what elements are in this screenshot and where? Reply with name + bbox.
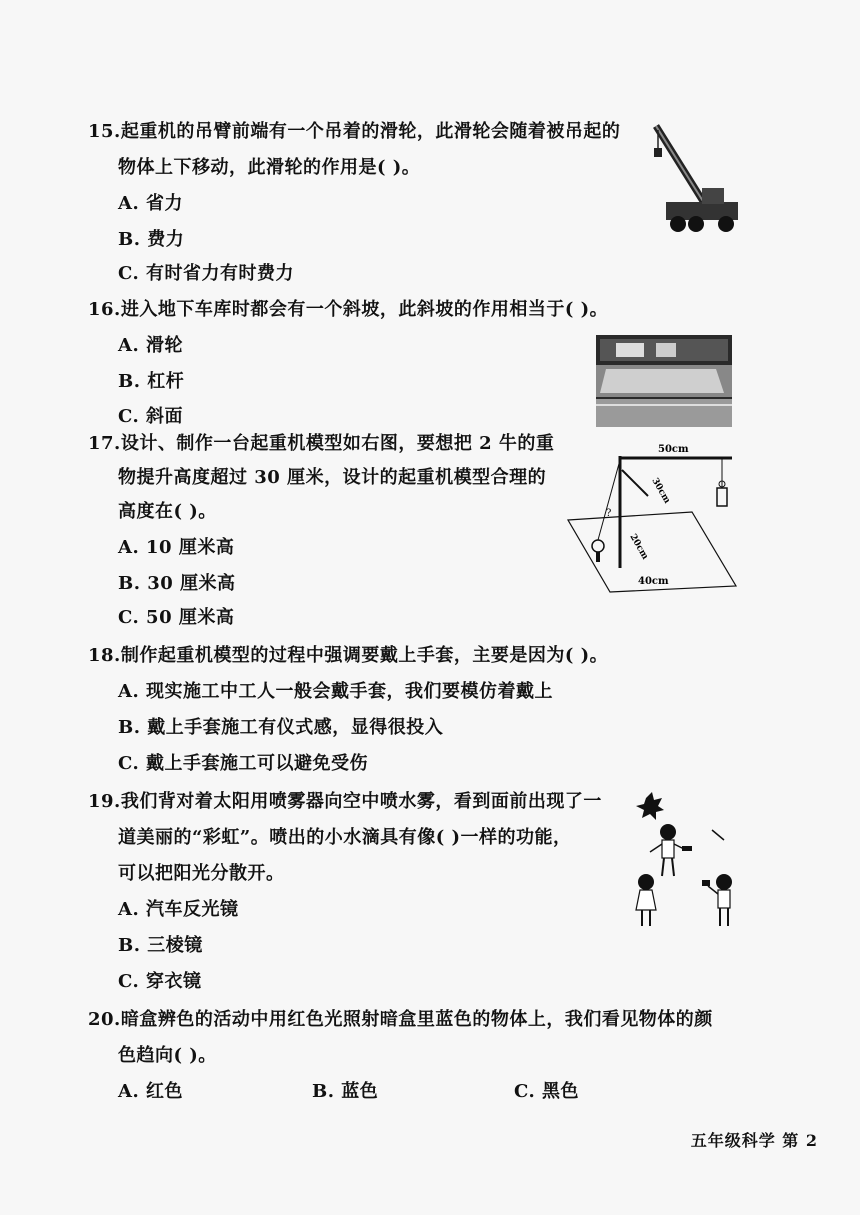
q16-option-a[interactable]: A. 滑轮 [118,335,183,356]
q19-option-c[interactable]: C. 穿衣镜 [118,971,202,992]
children-spray-rainbow-illustration [628,790,740,940]
q15-option-a[interactable]: A. 省力 [118,193,183,214]
crane-top-label: 50cm [658,444,689,455]
q16-option-c[interactable]: C. 斜面 [118,406,184,427]
q20-line-2: 色趋向( )。 [118,1045,217,1066]
garage-ramp-photo [596,335,732,427]
crane-arm-label: 30cm [649,476,672,506]
q19-option-a[interactable]: A. 汽车反光镜 [118,899,239,920]
q16-option-b[interactable]: B. 杠杆 [118,371,185,392]
page-footer: 五年级科学 第 2 [690,1131,818,1150]
q19-line-1: 19.我们背对着太阳用喷雾器向空中喷水雾，看到面前出现了一 [88,791,602,812]
q18-line-1: 18.制作起重机模型的过程中强调要戴上手套，主要是因为( )。 [88,645,609,666]
q20-option-c[interactable]: C. 黑色 [514,1081,580,1102]
q17-option-b[interactable]: B. 30 厘米高 [118,573,236,594]
q20-option-a[interactable]: A. 红色 [118,1081,183,1102]
q20-line-1: 20.暗盒辨色的活动中用红色光照射暗盒里蓝色的物体上，我们看见物体的颜 [88,1009,713,1030]
q18-option-b[interactable]: B. 戴上手套施工有仪式感，显得很投入 [118,717,444,738]
q20-option-b[interactable]: B. 蓝色 [312,1081,379,1102]
q17-option-c[interactable]: C. 50 厘米高 [118,607,235,628]
crane-post-label: 20cm [627,532,650,562]
q15-line-2: 物体上下移动，此滑轮的作用是( )。 [118,157,421,178]
crane-model-diagram [562,436,744,596]
q19-line-2: 道美丽的“彩虹”。喷出的小水滴具有像( )一样的功能， [118,827,572,848]
q19-line-3: 可以把阳光分散开。 [118,863,285,884]
q17-option-a[interactable]: A. 10 厘米高 [118,537,235,558]
q15-line-1: 15.起重机的吊臂前端有一个吊着的滑轮，此滑轮会随着被吊起的 [88,121,621,142]
q17-line-1: 17.设计、制作一台起重机模型如右图，要想把 2 牛的重 [88,433,555,454]
q15-option-c[interactable]: C. 有时省力有时费力 [118,263,295,284]
q18-option-a[interactable]: A. 现实施工中工人一般会戴手套，我们要模仿着戴上 [118,681,553,702]
q17-line-2: 物提升高度超过 30 厘米，设计的起重机模型合理的 [118,467,547,488]
q16-line-1: 16.进入地下车库时都会有一个斜坡，此斜坡的作用相当于( )。 [88,299,609,320]
q18-option-c[interactable]: C. 戴上手套施工可以避免受伤 [118,753,369,774]
q17-line-3: 高度在( )。 [118,501,217,522]
crane-mark: ? [606,508,612,519]
q15-option-b[interactable]: B. 费力 [118,229,185,250]
crane-photo [644,118,744,236]
crane-base-label: 40cm [638,576,669,587]
q19-option-b[interactable]: B. 三棱镜 [118,935,203,956]
